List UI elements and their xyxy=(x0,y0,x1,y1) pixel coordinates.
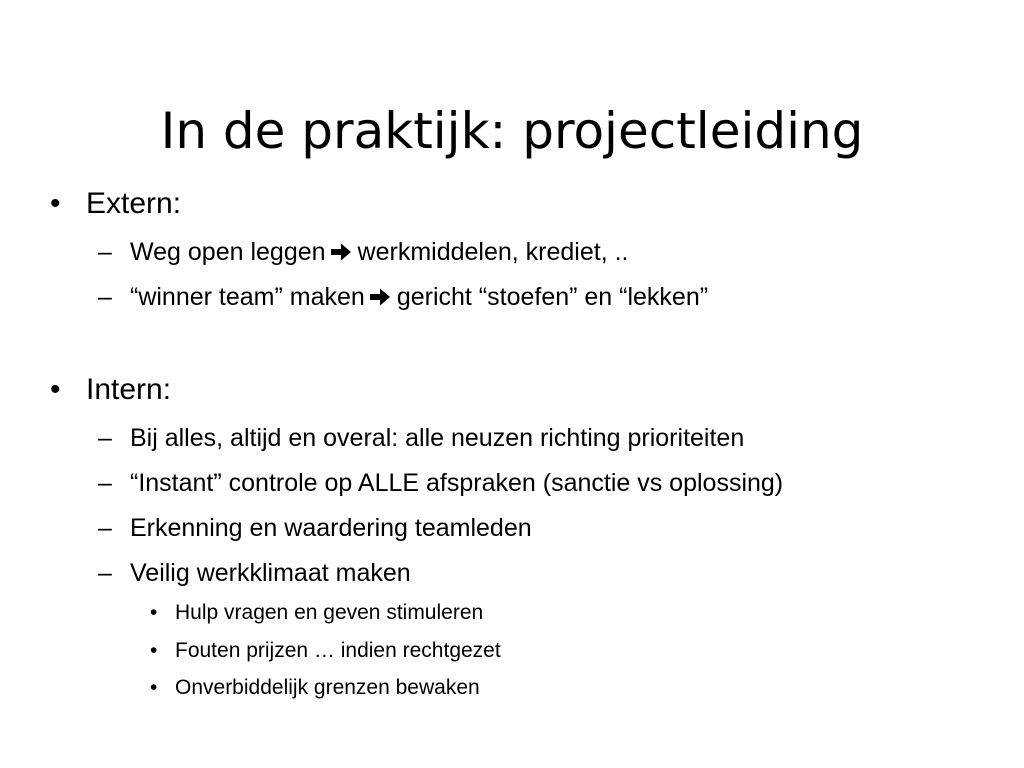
dash-marker: – xyxy=(98,283,112,311)
dash-marker: – xyxy=(98,424,112,452)
dash-marker: – xyxy=(98,514,112,542)
bullet-label: Extern: xyxy=(86,187,182,220)
list-item-text: “Instant” controle op ALLE afspraken (sanctie vs oplossing) xyxy=(130,469,784,497)
list-item-text xyxy=(130,281,708,315)
list-item-before: Weg open leggen xyxy=(130,238,326,266)
list-item-text: Veilig werkklimaat maken xyxy=(130,559,411,587)
sub-item-text: Fouten prijzen … indien rechtgezet xyxy=(175,639,501,662)
right-arrow-icon xyxy=(369,283,391,315)
right-arrow-icon xyxy=(330,238,352,270)
dash-marker: – xyxy=(98,469,112,497)
dash-marker: – xyxy=(98,559,112,587)
bullet-marker: • xyxy=(50,187,61,220)
list-item-before: “winner team” maken xyxy=(130,283,365,311)
bullet-marker: • xyxy=(50,373,61,406)
list-item-after: gericht “stoefen” en “lekken” xyxy=(396,283,709,311)
list-item-text: Erkenning en waardering teamleden xyxy=(130,514,532,542)
list-item-text xyxy=(130,236,629,270)
sub-item-text: Onverbiddelijk grenzen bewaken xyxy=(175,676,480,699)
sub-bullet-marker: • xyxy=(150,601,158,624)
list-item-after: werkmiddelen, krediet, .. xyxy=(357,238,629,266)
sub-item-text: Hulp vragen en geven stimuleren xyxy=(175,601,484,624)
sub-bullet-marker: • xyxy=(150,676,158,699)
slide-title: In de praktijk: projectleiding xyxy=(160,101,864,160)
sub-bullet-marker: • xyxy=(150,639,158,662)
bullet-label: Intern: xyxy=(86,373,172,406)
dash-marker: – xyxy=(98,238,112,266)
list-item-text: Bij alles, altijd en overal: alle neuzen richting prioriteiten xyxy=(130,424,745,452)
